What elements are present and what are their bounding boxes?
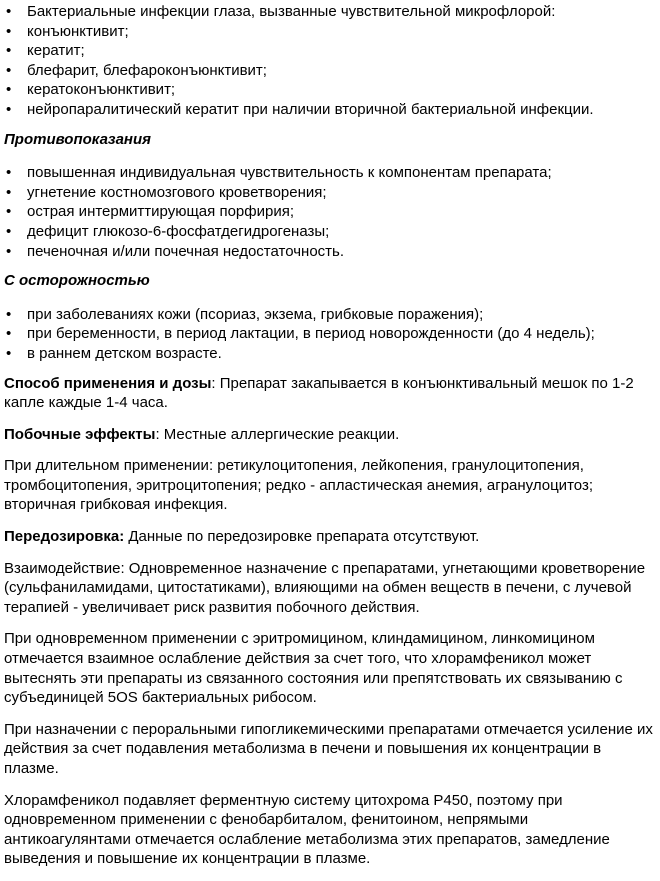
bullet-icon: •: [6, 61, 12, 79]
list-item: • конъюнктивит;: [6, 22, 129, 40]
list-item: • острая интермиттирующая порфирия;: [6, 203, 294, 221]
list-item: • повышенная индивидуальная чувствительность к компонентам препарата;: [6, 164, 552, 182]
list-item: • нейропаралитический кератит при наличии вторичной бактериальной инфекции.: [6, 100, 594, 118]
interaction-paragraph: При назначении с пероральными гипогликемическими препаратами отмечается усиление их действия за счет подавления метаболизма в печени и повышения их концентрации в плазме.: [4, 720, 653, 777]
bullet-icon: •: [6, 203, 12, 221]
bullet-icon: •: [6, 164, 12, 182]
list-item: • кератоконъюнктивит;: [6, 81, 176, 99]
list-item: • дефицит глюкозо-6-фосфатдегидрогеназы;: [6, 222, 330, 240]
bullet-icon: •: [6, 305, 12, 323]
list-item: • в раннем детском возрасте.: [6, 344, 222, 362]
list-item: • кератит;: [6, 42, 85, 60]
dosage-colon: :: [211, 374, 216, 392]
caution-list: [4, 305, 654, 364]
dosage-label: Способ применения и дозы: [4, 374, 212, 392]
overdose-paragraph: [4, 527, 654, 547]
indications-list: [4, 2, 654, 120]
overdose-text: Данные по передозировке препарата отсутствуют.: [124, 528, 480, 546]
bullet-icon: •: [6, 242, 12, 260]
bullet-icon: •: [6, 22, 12, 40]
bullet-icon: •: [6, 3, 12, 20]
interaction-paragraph: Взаимодействие: Одновременное назначение с препаратами, угнетающими кроветворение (сульфаниламидами, цитостатиками), влияющими на обмен веществ в печени, с лучевой терапией - увеличивает риск развития побочного действия.: [4, 559, 646, 616]
list-item: • Бактериальные инфекции глаза, вызванные чувствительной микрофлорой:: [6, 3, 556, 20]
dosage-paragraph: [4, 374, 654, 413]
caution-heading: С осторожностью: [4, 272, 150, 290]
dosage-text: Препарат закапывается в конъюнктивальный мешок по 1-2 капле каждые 1-4 часа.: [4, 374, 634, 412]
contraindications-heading: Противопоказания: [4, 130, 151, 148]
list-item: • угнетение костномозгового кроветворения;: [6, 183, 327, 201]
document-page: [4, 0, 654, 881]
bullet-icon: •: [6, 222, 12, 240]
interaction-paragraph: Хлорамфеникол подавляет ферментную систему цитохрома P450, поэтому при одновременном применении с фенобарбиталом, фенитоином, непрямыми антикоагулянтами отмечается ослабление метаболизма этих препаратов, замедление выведения и повышение их концентрации в плазме.: [4, 791, 610, 868]
bullet-icon: •: [6, 100, 12, 118]
bullet-icon: •: [6, 42, 12, 60]
bullet-icon: •: [6, 183, 12, 201]
list-item: • при беременности, в период лактации, в период новорожденности (до 4 недель);: [6, 325, 595, 343]
side-effects-text: : Местные аллергические реакции.: [155, 425, 400, 443]
bullet-icon: •: [6, 344, 12, 362]
bullet-icon: •: [6, 81, 12, 99]
side-effects-paragraph: [4, 425, 654, 445]
list-item: • блефарит, блефароконъюнктивит;: [6, 61, 267, 79]
bullet-icon: •: [6, 325, 12, 343]
list-item: • печеночная и/или почечная недостаточность.: [6, 242, 345, 260]
list-item: • при заболеваниях кожи (псориаз, экзема, грибковые поражения);: [6, 305, 484, 323]
overdose-label: Передозировка:: [4, 528, 125, 546]
interaction-paragraph: При одновременном применении с эритромицином, клиндамицином, линкомицином отмечается взаимное ослабление действия за счет того, что хлорамфеникол может вытеснять эти препараты из связанного состояния или препятствовать их связыванию с субъединицей 5OS бактериальных рибосом.: [4, 630, 623, 707]
contraindications-list: [4, 163, 654, 261]
side-effects-label: Побочные эффекты: [4, 425, 156, 443]
long-term-paragraph: При длительном применении: ретикулоцитопения, лейкопения, гранулоцитопения, тромбоцитопения, эритроцитопения; редко - апластическая анемия, агранулоцитоз; вторичная грибковая инфекция.: [4, 457, 593, 514]
